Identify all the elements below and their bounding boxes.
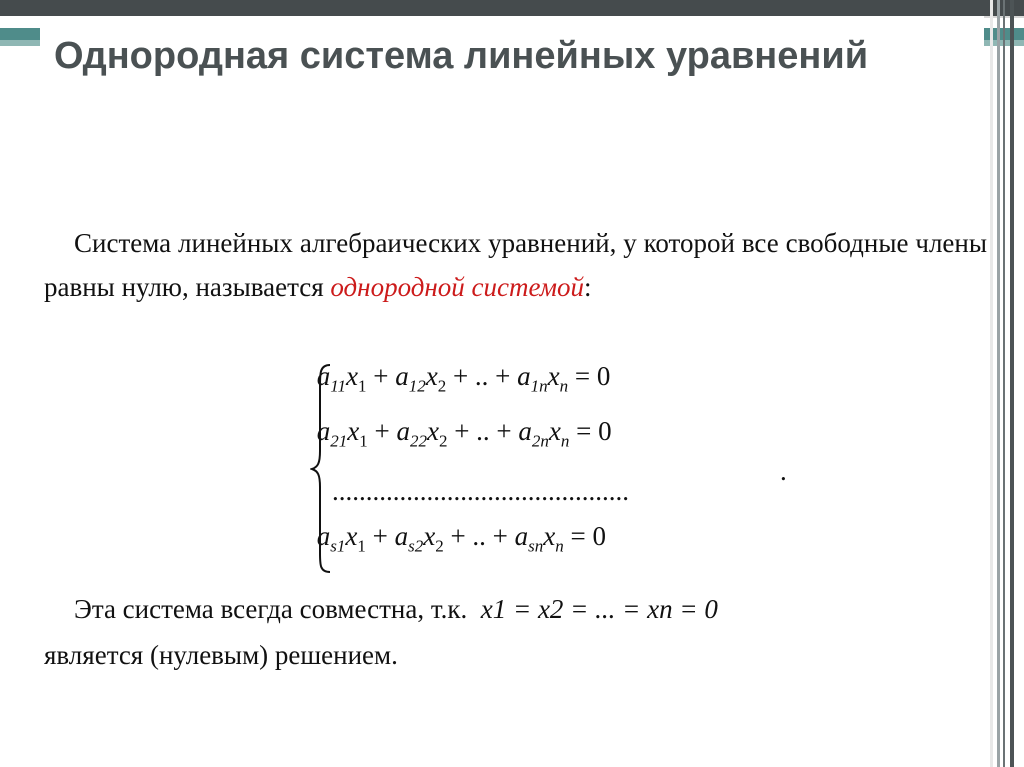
right-edge-line — [1010, 0, 1014, 767]
coef-index: s1 — [330, 536, 346, 556]
left-accent-stripe-light — [0, 40, 40, 46]
definition-paragraph — [44, 221, 987, 309]
rhs: 0 — [598, 416, 612, 446]
top-frame-bar — [0, 0, 1024, 16]
left-accent-stripe — [0, 28, 40, 40]
coef: a — [395, 361, 409, 391]
slide-content — [40, 16, 987, 767]
left-margin — [0, 16, 40, 767]
coef-index: sn — [528, 536, 544, 556]
equation-row-s: $a_{s1}x_1 + a_{s2}x_2$ + .. + $a_{sn}x_n = 0$ — [316, 521, 607, 556]
coef-index: 1n — [530, 376, 548, 396]
coef: a — [316, 416, 331, 446]
rhs: 0 — [592, 521, 607, 551]
coef: a — [518, 416, 532, 446]
coef: a — [517, 361, 531, 391]
coef-index: 21 — [330, 431, 348, 451]
highlighted-term: однородной системой — [330, 272, 585, 302]
coef-index: 12 — [408, 376, 426, 396]
coef-index: 2n — [531, 431, 549, 451]
coef-index: 22 — [409, 431, 427, 451]
consistency-paragraph — [44, 586, 987, 678]
coef: a — [316, 361, 331, 391]
coef: a — [514, 521, 529, 551]
coef-index: s2 — [408, 536, 424, 556]
coef: a — [396, 416, 410, 446]
slide-title: Однородная система линейных уравнений — [54, 35, 869, 77]
right-edge-line — [1003, 0, 1005, 767]
definition-colon: : — [584, 272, 592, 302]
ellipsis-row: ............................................ — [332, 476, 629, 506]
equation-row-1: $a_{11}x_1 + a_{12}x_2$ + .. + $a_{1n}x_n = 0$ — [316, 361, 611, 396]
right-accent-stripe — [980, 28, 1024, 40]
system-period: . — [780, 456, 787, 486]
equation-row-2: $a_{21}x_1 + a_{22}x_2$ + .. + $a_{2n}x_n = 0$ — [316, 416, 612, 451]
consistency-end: является (нулевым) решением. — [44, 640, 398, 670]
zero-solution-formula: x1 = x2 = ... = xn = 0 — [480, 594, 718, 624]
definition-text: Система линейных алгебраических уравнений, у которой все свободные члены равны нулю, называется — [44, 228, 987, 302]
coef-index: 11 — [330, 376, 346, 396]
equation-system — [310, 361, 787, 576]
right-edge-line — [997, 0, 1000, 767]
rhs: 0 — [596, 361, 611, 391]
right-accent-stripe-light — [980, 40, 1024, 46]
consistency-text: Эта система всегда совместна, т.к. — [74, 594, 474, 624]
right-edge-line — [990, 0, 993, 767]
coef: a — [394, 521, 409, 551]
coef: a — [316, 521, 331, 551]
